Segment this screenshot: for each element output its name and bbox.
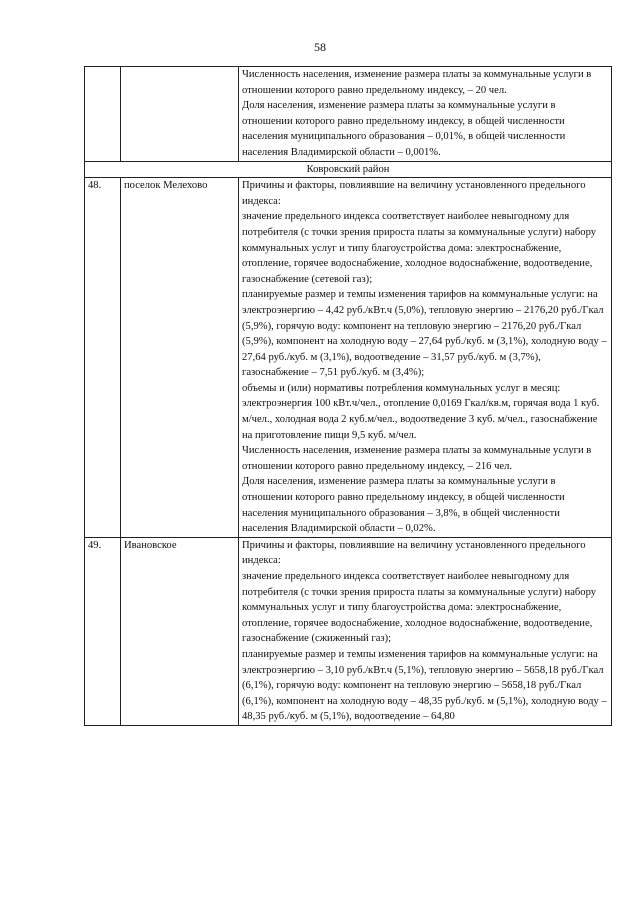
description-cell [239, 178, 612, 538]
paragraph: объемы и (или) нормативы потребления коммунальных услуг в месяц: электроэнергия 100 кВт.ч/чел., отопление 0,0169 Гкал/кв.м, горячая вода 1 куб. м/чел., холодная вода 2 куб.м/чел., водоотведение 3 куб. м/чел., газоснабжение на приготовление пищи 9,5 куб. м/чел. [242, 382, 600, 441]
paragraph: Причины и факторы, повлиявшие на величину установленного предельного индекса: [242, 539, 586, 567]
number-cell [85, 67, 121, 162]
paragraph: Доля населения, изменение размера платы за коммунальные услуги в отношении которого равно предельному индексу, в общей численности населения муниципального образования – 0,01%, в общей численности населения Владимирской области – 0,001%. [242, 100, 566, 158]
description-cell [239, 67, 612, 162]
paragraph: Численность населения, изменение размера платы за коммунальные услуги в отношении которого равно предельному индексу, – 20 чел. [242, 69, 592, 96]
municipality-name: поселок Мелехово [121, 178, 239, 538]
paragraph: планируемые размер и темпы изменения тарифов на коммунальные услуги: на электроэнергию – 4,42 руб./кВт.ч (5,0%), тепловую энергию – 2176,20 руб./Гкал (5,9%), горячую воду: компонент на тепловую энергию – 2176,20 руб./Гкал (5,9%), компонент на холодную воду – 27,64 руб./куб. м (3,1%), холодную воду – 27,64 руб./куб. м (3,1%), водоотведение – 31,57 руб./куб. м (3,7%), газоснабжение – 7,51 руб./куб. м (3,4%); [242, 289, 607, 379]
municipality-name: Ивановское [121, 537, 239, 725]
paragraph: значение предельного индекса соответствует наиболее невыгодному для потребителя (с точки зрения прироста платы за коммунальные услуги) набору коммунальных услуг и типу благоустройства дома: электроснабжение, отопление, горячее водоснабжение, холодное водоснабжение, водоотведение, газоснабжение (сетевой газ); [242, 211, 597, 285]
paragraph: значение предельного индекса соответствует наиболее невыгодному для потребителя (с точки зрения прироста платы за коммунальные услуги) набору коммунальных услуг и типу благоустройства дома: электроснабжение, отопление, горячее водоснабжение, холодное водоснабжение, водоотведение, газоснабжение (сжиженный газ); [242, 571, 597, 645]
document-table [84, 66, 612, 726]
name-cell [121, 67, 239, 162]
table-row [85, 178, 612, 538]
section-header-row [85, 161, 612, 178]
section-title: Ковровский район [85, 161, 612, 178]
row-number: 49. [85, 537, 121, 725]
row-number: 48. [85, 178, 121, 538]
table-row [85, 537, 612, 725]
paragraph: планируемые размер и темпы изменения тарифов на коммунальные услуги: на электроэнергию – 3,10 руб./кВт.ч (5,1%), тепловую энергию – 5658,18 руб./Гкал (6,1%), горячую воду: компонент на тепловую энергию – 5658,18 руб./Гкал (6,1%), компонент на холодную воду – 48,35 руб./куб. м (5,1%), холодную воду – 48,35 руб./куб. м (5,1%), водоотведение – 64,80 [242, 648, 607, 723]
paragraph: Численность населения, изменение размера платы за коммунальные услуги в отношении которого равно предельному индексу, – 216 чел. [242, 445, 592, 472]
paragraph: Причины и факторы, повлиявшие на величину установленного предельного индекса: [242, 180, 586, 207]
page-number: 58 [314, 40, 326, 54]
table-row-continuation [85, 67, 612, 162]
description-cell [239, 537, 612, 725]
paragraph: Доля населения, изменение размера платы за коммунальные услуги в отношении которого равно предельному индексу, в общей численности населения муниципального образования – 3,8%, в общей численности населения Владимирской области – 0,02%. [242, 476, 565, 535]
